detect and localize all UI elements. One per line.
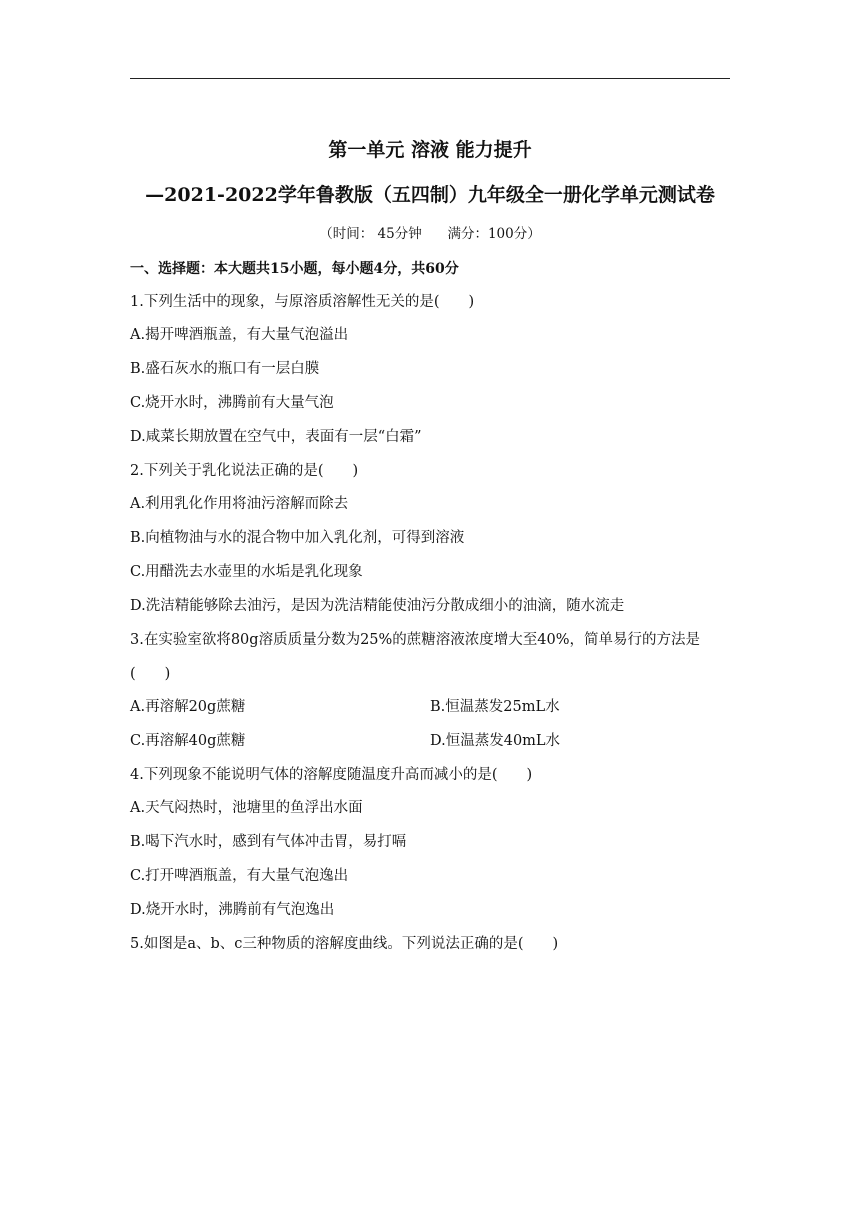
question-1-option-d: D.咸菜长期放置在空气中，表面有一层“白霜” xyxy=(130,429,422,445)
question-2-option-b: B.向植物油与水的混合物中加入乳化剂，可得到溶液 xyxy=(130,530,465,546)
exam-meta xyxy=(0,225,860,243)
question-4-option-a: A.天气闷热时，池塘里的鱼浮出水面 xyxy=(130,800,363,816)
question-3-option-a: A.再溶解20g蔗糖 xyxy=(130,699,246,715)
section-heading: 一、选择题：本大题共15小题，每小题4分，共60分 xyxy=(130,261,459,277)
question-4-option-b: B.喝下汽水时，感到有气体冲击胃，易打嗝 xyxy=(130,834,407,850)
question-2-stem: 2.下列关于乳化说法正确的是( ) xyxy=(130,463,359,479)
question-4-stem: 4.下列现象不能说明气体的溶解度随温度升高而减小的是( ) xyxy=(130,767,533,783)
question-1-option-c: C.烧开水时，沸腾前有大量气泡 xyxy=(130,395,334,411)
header-rule xyxy=(130,78,730,79)
question-1-option-a: A.揭开啤酒瓶盖，有大量气泡溢出 xyxy=(130,327,349,343)
page-title: 第一单元 溶液 能力提升 xyxy=(328,139,532,161)
question-2-option-d: D.洗洁精能够除去油污，是因为洗洁精能使油污分散成细小的油滴，随水流走 xyxy=(130,598,625,614)
question-1-option-b: B.盛石灰水的瓶口有一层白膜 xyxy=(130,361,320,377)
question-3-stem: 3.在实验室欲将80g溶质质量分数为25%的蔗糖溶液浓度增大至40%，简单易行的方法是 xyxy=(130,632,701,648)
question-3-option-b: B.恒温蒸发25mL水 xyxy=(430,699,560,715)
question-2-option-a: A.利用乳化作用将油污溶解而除去 xyxy=(130,496,349,512)
question-3-option-c: C.再溶解40g蔗糖 xyxy=(130,733,246,749)
exam-time: （时间： 45分钟 xyxy=(319,226,422,242)
question-4-option-d: D.烧开水时，沸腾前有气泡逸出 xyxy=(130,902,335,918)
question-3-stem-continued: ( ) xyxy=(130,666,171,682)
question-2-option-c: C.用醋洗去水壶里的水垢是乳化现象 xyxy=(130,564,363,580)
question-1-stem: 1.下列生活中的现象，与原溶质溶解性无关的是( ) xyxy=(130,294,475,310)
question-5-stem: 5.如图是a、b、c三种物质的溶解度曲线。下列说法正确的是( ) xyxy=(130,936,559,952)
page-subtitle: —2021-2022学年鲁教版（五四制）九年级全一册化学单元测试卷 xyxy=(145,184,715,206)
exam-score: 满分：100分） xyxy=(447,226,541,242)
question-3-option-d: D.恒温蒸发40mL水 xyxy=(430,733,561,749)
question-4-option-c: C.打开啤酒瓶盖，有大量气泡逸出 xyxy=(130,868,349,884)
